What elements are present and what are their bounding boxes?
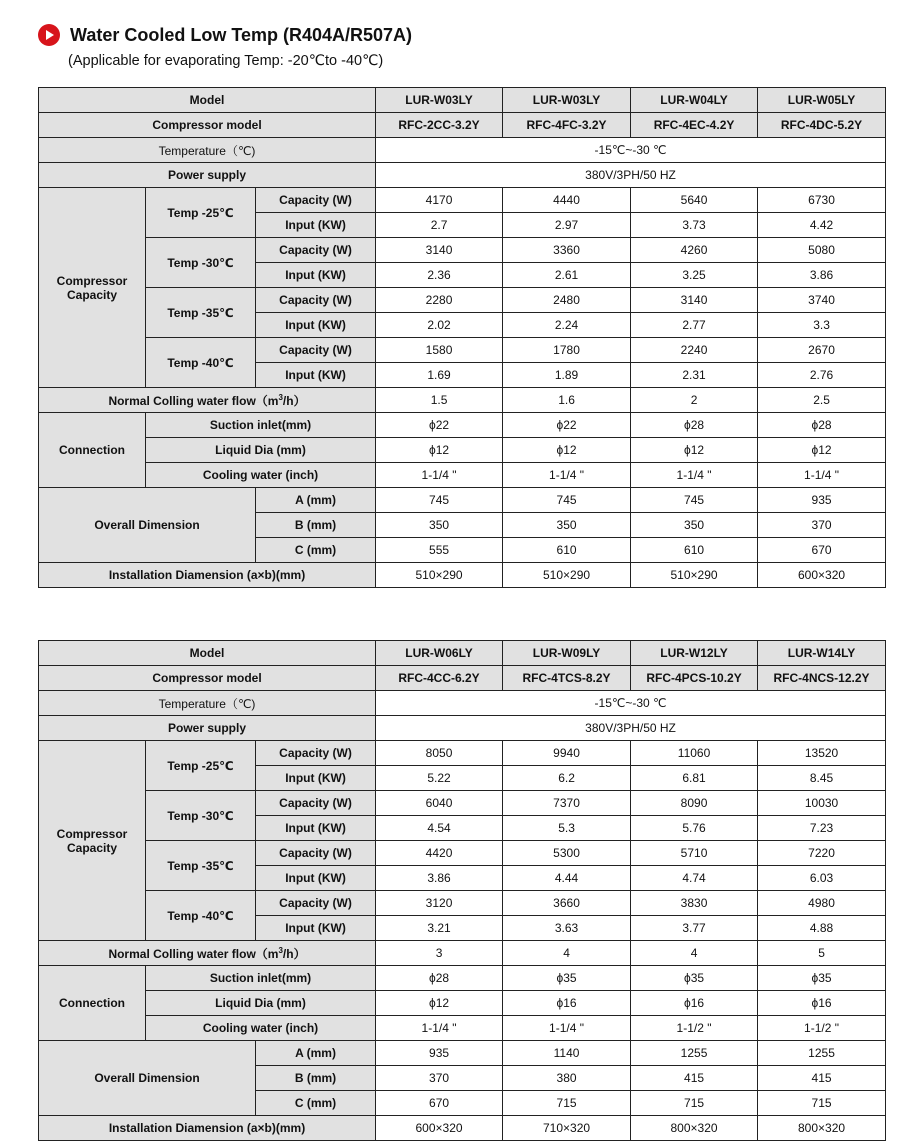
liquid-cell: ϕ12 xyxy=(376,438,503,463)
compressor-cell: RFC-4NCS-12.2Y xyxy=(758,666,886,691)
dim-a-cell: 745 xyxy=(376,488,503,513)
temperature-range: -15℃~-30 ℃ xyxy=(376,138,886,163)
dim-c-cell: 715 xyxy=(758,1091,886,1116)
input-cell: 3.77 xyxy=(631,916,758,941)
dim-a-cell: 935 xyxy=(376,1041,503,1066)
overall-dimension-label: Overall Dimension xyxy=(39,1041,256,1116)
input-cell: 2.31 xyxy=(631,363,758,388)
input-cell: 4.74 xyxy=(631,866,758,891)
liquid-cell: ϕ16 xyxy=(503,991,631,1016)
capacity-cell: 8050 xyxy=(376,741,503,766)
liquid-cell: ϕ12 xyxy=(758,438,886,463)
temp-label: Temp -30℃ xyxy=(146,238,256,288)
suction-cell: ϕ22 xyxy=(503,413,631,438)
cooling-water-label: Cooling water (inch) xyxy=(146,1016,376,1041)
row-capacity xyxy=(39,288,886,313)
capacity-cell: 4260 xyxy=(631,238,758,263)
capacity-label: Capacity (W) xyxy=(256,188,376,213)
installation-cell: 710×320 xyxy=(503,1116,631,1141)
installation-cell: 800×320 xyxy=(758,1116,886,1141)
liquid-cell: ϕ16 xyxy=(631,991,758,1016)
dim-c-cell: 715 xyxy=(631,1091,758,1116)
temp-label: Temp -40℃ xyxy=(146,891,256,941)
installation-cell: 510×290 xyxy=(631,563,758,588)
input-cell: 2.61 xyxy=(503,263,631,288)
input-cell: 3.25 xyxy=(631,263,758,288)
capacity-cell: 1780 xyxy=(503,338,631,363)
spec-table-1 xyxy=(38,87,886,588)
suction-cell: ϕ35 xyxy=(503,966,631,991)
section-heading xyxy=(38,22,412,48)
liquid-dia-label: Liquid Dia (mm) xyxy=(146,991,376,1016)
water-flow-cell: 4 xyxy=(503,941,631,966)
installation-cell: 510×290 xyxy=(503,563,631,588)
installation-cell: 800×320 xyxy=(631,1116,758,1141)
input-cell: 3.86 xyxy=(758,263,886,288)
dim-b-cell: 350 xyxy=(503,513,631,538)
input-cell: 6.03 xyxy=(758,866,886,891)
water-flow-cell: 2.5 xyxy=(758,388,886,413)
capacity-label: Capacity (W) xyxy=(256,288,376,313)
capacity-cell: 3120 xyxy=(376,891,503,916)
row-capacity xyxy=(39,891,886,916)
row-water-flow xyxy=(39,388,886,413)
suction-cell: ϕ28 xyxy=(376,966,503,991)
compressor-capacity-label: Compressor Capacity xyxy=(39,188,146,388)
installation-cell: 600×320 xyxy=(376,1116,503,1141)
model-cell: LUR-W12LY xyxy=(631,641,758,666)
model-label: Model xyxy=(39,641,376,666)
dim-b-label: B (mm) xyxy=(256,1066,376,1091)
water-flow-sup: 3 xyxy=(278,392,283,402)
temp-label: Temp -25℃ xyxy=(146,741,256,791)
row-cooling-water xyxy=(39,463,886,488)
capacity-label: Capacity (W) xyxy=(256,891,376,916)
water-flow-cell: 5 xyxy=(758,941,886,966)
capacity-cell: 6730 xyxy=(758,188,886,213)
dim-b-cell: 350 xyxy=(631,513,758,538)
dim-b-cell: 380 xyxy=(503,1066,631,1091)
row-compressor xyxy=(39,113,886,138)
row-liquid xyxy=(39,991,886,1016)
capacity-cell: 4440 xyxy=(503,188,631,213)
input-cell: 4.88 xyxy=(758,916,886,941)
capacity-cell: 3360 xyxy=(503,238,631,263)
input-cell: 1.69 xyxy=(376,363,503,388)
input-label: Input (KW) xyxy=(256,263,376,288)
capacity-cell: 5640 xyxy=(631,188,758,213)
liquid-cell: ϕ12 xyxy=(631,438,758,463)
temp-label: Temp -40℃ xyxy=(146,338,256,388)
dim-c-cell: 670 xyxy=(376,1091,503,1116)
cooling-water-cell: 1-1/2 " xyxy=(631,1016,758,1041)
row-capacity xyxy=(39,741,886,766)
model-cell: LUR-W04LY xyxy=(631,88,758,113)
compressor-cell: RFC-4FC-3.2Y xyxy=(503,113,631,138)
capacity-label: Capacity (W) xyxy=(256,238,376,263)
capacity-label: Capacity (W) xyxy=(256,791,376,816)
row-dim-a xyxy=(39,1041,886,1066)
water-flow-prefix: Normal Colling water flow（m xyxy=(108,946,279,961)
row-dim-a xyxy=(39,488,886,513)
capacity-cell: 6040 xyxy=(376,791,503,816)
row-model xyxy=(39,88,886,113)
temp-label: Temp -35℃ xyxy=(146,288,256,338)
row-suction xyxy=(39,966,886,991)
row-capacity xyxy=(39,841,886,866)
input-cell: 2.24 xyxy=(503,313,631,338)
input-cell: 2.97 xyxy=(503,213,631,238)
capacity-cell: 5080 xyxy=(758,238,886,263)
dim-a-label: A (mm) xyxy=(256,1041,376,1066)
water-flow-suffix: /h） xyxy=(282,946,306,961)
installation-cell: 510×290 xyxy=(376,563,503,588)
input-cell: 8.45 xyxy=(758,766,886,791)
dim-c-cell: 715 xyxy=(503,1091,631,1116)
dim-c-label: C (mm) xyxy=(256,1091,376,1116)
input-label: Input (KW) xyxy=(256,766,376,791)
compressor-cell: RFC-2CC-3.2Y xyxy=(376,113,503,138)
water-flow-cell: 1.5 xyxy=(376,388,503,413)
row-liquid xyxy=(39,438,886,463)
input-cell: 5.76 xyxy=(631,816,758,841)
temp-label: Temp -25℃ xyxy=(146,188,256,238)
compressor-cell: RFC-4TCS-8.2Y xyxy=(503,666,631,691)
page-title: Water Cooled Low Temp (R404A/R507A) xyxy=(70,24,413,45)
compressor-cell: RFC-4EC-4.2Y xyxy=(631,113,758,138)
capacity-label: Capacity (W) xyxy=(256,338,376,363)
row-capacity xyxy=(39,338,886,363)
row-temperature xyxy=(39,691,886,716)
temp-label: Temp -35℃ xyxy=(146,841,256,891)
overall-dimension-label: Overall Dimension xyxy=(39,488,256,563)
capacity-cell: 9940 xyxy=(503,741,631,766)
model-cell: LUR-W14LY xyxy=(758,641,886,666)
capacity-cell: 4980 xyxy=(758,891,886,916)
power-supply-label: Power supply xyxy=(39,716,376,741)
liquid-cell: ϕ12 xyxy=(376,991,503,1016)
input-cell: 2.02 xyxy=(376,313,503,338)
dim-c-cell: 610 xyxy=(503,538,631,563)
row-capacity xyxy=(39,188,886,213)
water-flow-cell: 1.6 xyxy=(503,388,631,413)
capacity-cell: 2670 xyxy=(758,338,886,363)
capacity-cell: 2480 xyxy=(503,288,631,313)
compressor-cell: RFC-4CC-6.2Y xyxy=(376,666,503,691)
dim-c-label: C (mm) xyxy=(256,538,376,563)
dim-a-cell: 1140 xyxy=(503,1041,631,1066)
input-label: Input (KW) xyxy=(256,816,376,841)
suction-cell: ϕ28 xyxy=(758,413,886,438)
cooling-water-label: Cooling water (inch) xyxy=(146,463,376,488)
capacity-cell: 8090 xyxy=(631,791,758,816)
row-cooling-water xyxy=(39,1016,886,1041)
row-power xyxy=(39,716,886,741)
input-cell: 4.44 xyxy=(503,866,631,891)
input-cell: 5.3 xyxy=(503,816,631,841)
capacity-cell: 7220 xyxy=(758,841,886,866)
input-cell: 3.3 xyxy=(758,313,886,338)
capacity-cell: 7370 xyxy=(503,791,631,816)
row-temperature xyxy=(39,138,886,163)
connection-label: Connection xyxy=(39,413,146,488)
temp-label: Temp -30℃ xyxy=(146,791,256,841)
dim-c-cell: 555 xyxy=(376,538,503,563)
row-compressor xyxy=(39,666,886,691)
input-label: Input (KW) xyxy=(256,866,376,891)
input-cell: 3.73 xyxy=(631,213,758,238)
water-flow-cell: 2 xyxy=(631,388,758,413)
input-cell: 2.77 xyxy=(631,313,758,338)
suction-cell: ϕ35 xyxy=(758,966,886,991)
input-cell: 3.21 xyxy=(376,916,503,941)
input-label: Input (KW) xyxy=(256,916,376,941)
capacity-cell: 10030 xyxy=(758,791,886,816)
capacity-label: Capacity (W) xyxy=(256,841,376,866)
capacity-cell: 3830 xyxy=(631,891,758,916)
compressor-model-label: Compressor model xyxy=(39,113,376,138)
row-capacity xyxy=(39,238,886,263)
temperature-range: -15℃~-30 ℃ xyxy=(376,691,886,716)
installation-label: Installation Diamension (a×b)(mm) xyxy=(39,563,376,588)
capacity-cell: 3140 xyxy=(376,238,503,263)
capacity-label: Capacity (W) xyxy=(256,741,376,766)
input-cell: 7.23 xyxy=(758,816,886,841)
row-power xyxy=(39,163,886,188)
water-flow-label xyxy=(39,941,376,966)
dim-a-cell: 745 xyxy=(631,488,758,513)
model-cell: LUR-W09LY xyxy=(503,641,631,666)
row-installation xyxy=(39,1116,886,1141)
capacity-cell: 11060 xyxy=(631,741,758,766)
cooling-water-cell: 1-1/4 " xyxy=(758,463,886,488)
input-label: Input (KW) xyxy=(256,313,376,338)
capacity-cell: 3740 xyxy=(758,288,886,313)
cooling-water-cell: 1-1/4 " xyxy=(376,1016,503,1041)
water-flow-label xyxy=(39,388,376,413)
installation-label: Installation Diamension (a×b)(mm) xyxy=(39,1116,376,1141)
capacity-cell: 2280 xyxy=(376,288,503,313)
suction-inlet-label: Suction inlet(mm) xyxy=(146,413,376,438)
dim-b-label: B (mm) xyxy=(256,513,376,538)
dim-b-cell: 370 xyxy=(376,1066,503,1091)
capacity-cell: 1580 xyxy=(376,338,503,363)
input-cell: 6.2 xyxy=(503,766,631,791)
capacity-cell: 3660 xyxy=(503,891,631,916)
model-label: Model xyxy=(39,88,376,113)
power-supply-value: 380V/3PH/50 HZ xyxy=(376,716,886,741)
suction-cell: ϕ28 xyxy=(631,413,758,438)
capacity-cell: 4170 xyxy=(376,188,503,213)
model-cell: LUR-W06LY xyxy=(376,641,503,666)
input-cell: 2.76 xyxy=(758,363,886,388)
cooling-water-cell: 1-1/4 " xyxy=(503,463,631,488)
dim-b-cell: 370 xyxy=(758,513,886,538)
compressor-capacity-label: Compressor Capacity xyxy=(39,741,146,941)
model-cell: LUR-W03LY xyxy=(503,88,631,113)
installation-cell: 600×320 xyxy=(758,563,886,588)
row-water-flow xyxy=(39,941,886,966)
compressor-cell: RFC-4PCS-10.2Y xyxy=(631,666,758,691)
input-cell: 4.54 xyxy=(376,816,503,841)
input-label: Input (KW) xyxy=(256,213,376,238)
compressor-model-label: Compressor model xyxy=(39,666,376,691)
capacity-cell: 2240 xyxy=(631,338,758,363)
capacity-cell: 5300 xyxy=(503,841,631,866)
dim-a-label: A (mm) xyxy=(256,488,376,513)
model-cell: LUR-W05LY xyxy=(758,88,886,113)
input-cell: 2.36 xyxy=(376,263,503,288)
input-cell: 5.22 xyxy=(376,766,503,791)
model-cell: LUR-W03LY xyxy=(376,88,503,113)
dim-c-cell: 670 xyxy=(758,538,886,563)
capacity-cell: 13520 xyxy=(758,741,886,766)
temperature-label: Temperature（℃) xyxy=(39,138,376,163)
capacity-cell: 4420 xyxy=(376,841,503,866)
input-cell: 1.89 xyxy=(503,363,631,388)
capacity-cell: 5710 xyxy=(631,841,758,866)
input-cell: 3.86 xyxy=(376,866,503,891)
power-supply-value: 380V/3PH/50 HZ xyxy=(376,163,886,188)
suction-cell: ϕ35 xyxy=(631,966,758,991)
cooling-water-cell: 1-1/2 " xyxy=(758,1016,886,1041)
dim-a-cell: 745 xyxy=(503,488,631,513)
water-flow-prefix: Normal Colling water flow（m xyxy=(108,393,279,408)
row-model xyxy=(39,641,886,666)
input-cell: 4.42 xyxy=(758,213,886,238)
cooling-water-cell: 1-1/4 " xyxy=(376,463,503,488)
input-cell: 6.81 xyxy=(631,766,758,791)
dim-b-cell: 415 xyxy=(631,1066,758,1091)
dim-a-cell: 1255 xyxy=(758,1041,886,1066)
dim-b-cell: 415 xyxy=(758,1066,886,1091)
page-subtitle: (Applicable for evaporating Temp: -20℃to -40℃) xyxy=(68,53,384,69)
suction-cell: ϕ22 xyxy=(376,413,503,438)
liquid-cell: ϕ12 xyxy=(503,438,631,463)
row-suction xyxy=(39,413,886,438)
water-flow-suffix: /h） xyxy=(282,393,306,408)
suction-inlet-label: Suction inlet(mm) xyxy=(146,966,376,991)
play-icon xyxy=(38,24,60,46)
water-flow-sup: 3 xyxy=(278,945,283,955)
dim-a-cell: 1255 xyxy=(631,1041,758,1066)
temperature-label: Temperature（℃) xyxy=(39,691,376,716)
compressor-cell: RFC-4DC-5.2Y xyxy=(758,113,886,138)
cooling-water-cell: 1-1/4 " xyxy=(503,1016,631,1041)
row-capacity xyxy=(39,791,886,816)
power-supply-label: Power supply xyxy=(39,163,376,188)
input-label: Input (KW) xyxy=(256,363,376,388)
spec-table-2 xyxy=(38,640,886,1141)
connection-label: Connection xyxy=(39,966,146,1041)
cooling-water-cell: 1-1/4 " xyxy=(631,463,758,488)
dim-c-cell: 610 xyxy=(631,538,758,563)
liquid-dia-label: Liquid Dia (mm) xyxy=(146,438,376,463)
liquid-cell: ϕ16 xyxy=(758,991,886,1016)
dim-b-cell: 350 xyxy=(376,513,503,538)
dim-a-cell: 935 xyxy=(758,488,886,513)
water-flow-cell: 3 xyxy=(376,941,503,966)
water-flow-cell: 4 xyxy=(631,941,758,966)
row-installation xyxy=(39,563,886,588)
capacity-cell: 3140 xyxy=(631,288,758,313)
input-cell: 2.7 xyxy=(376,213,503,238)
input-cell: 3.63 xyxy=(503,916,631,941)
